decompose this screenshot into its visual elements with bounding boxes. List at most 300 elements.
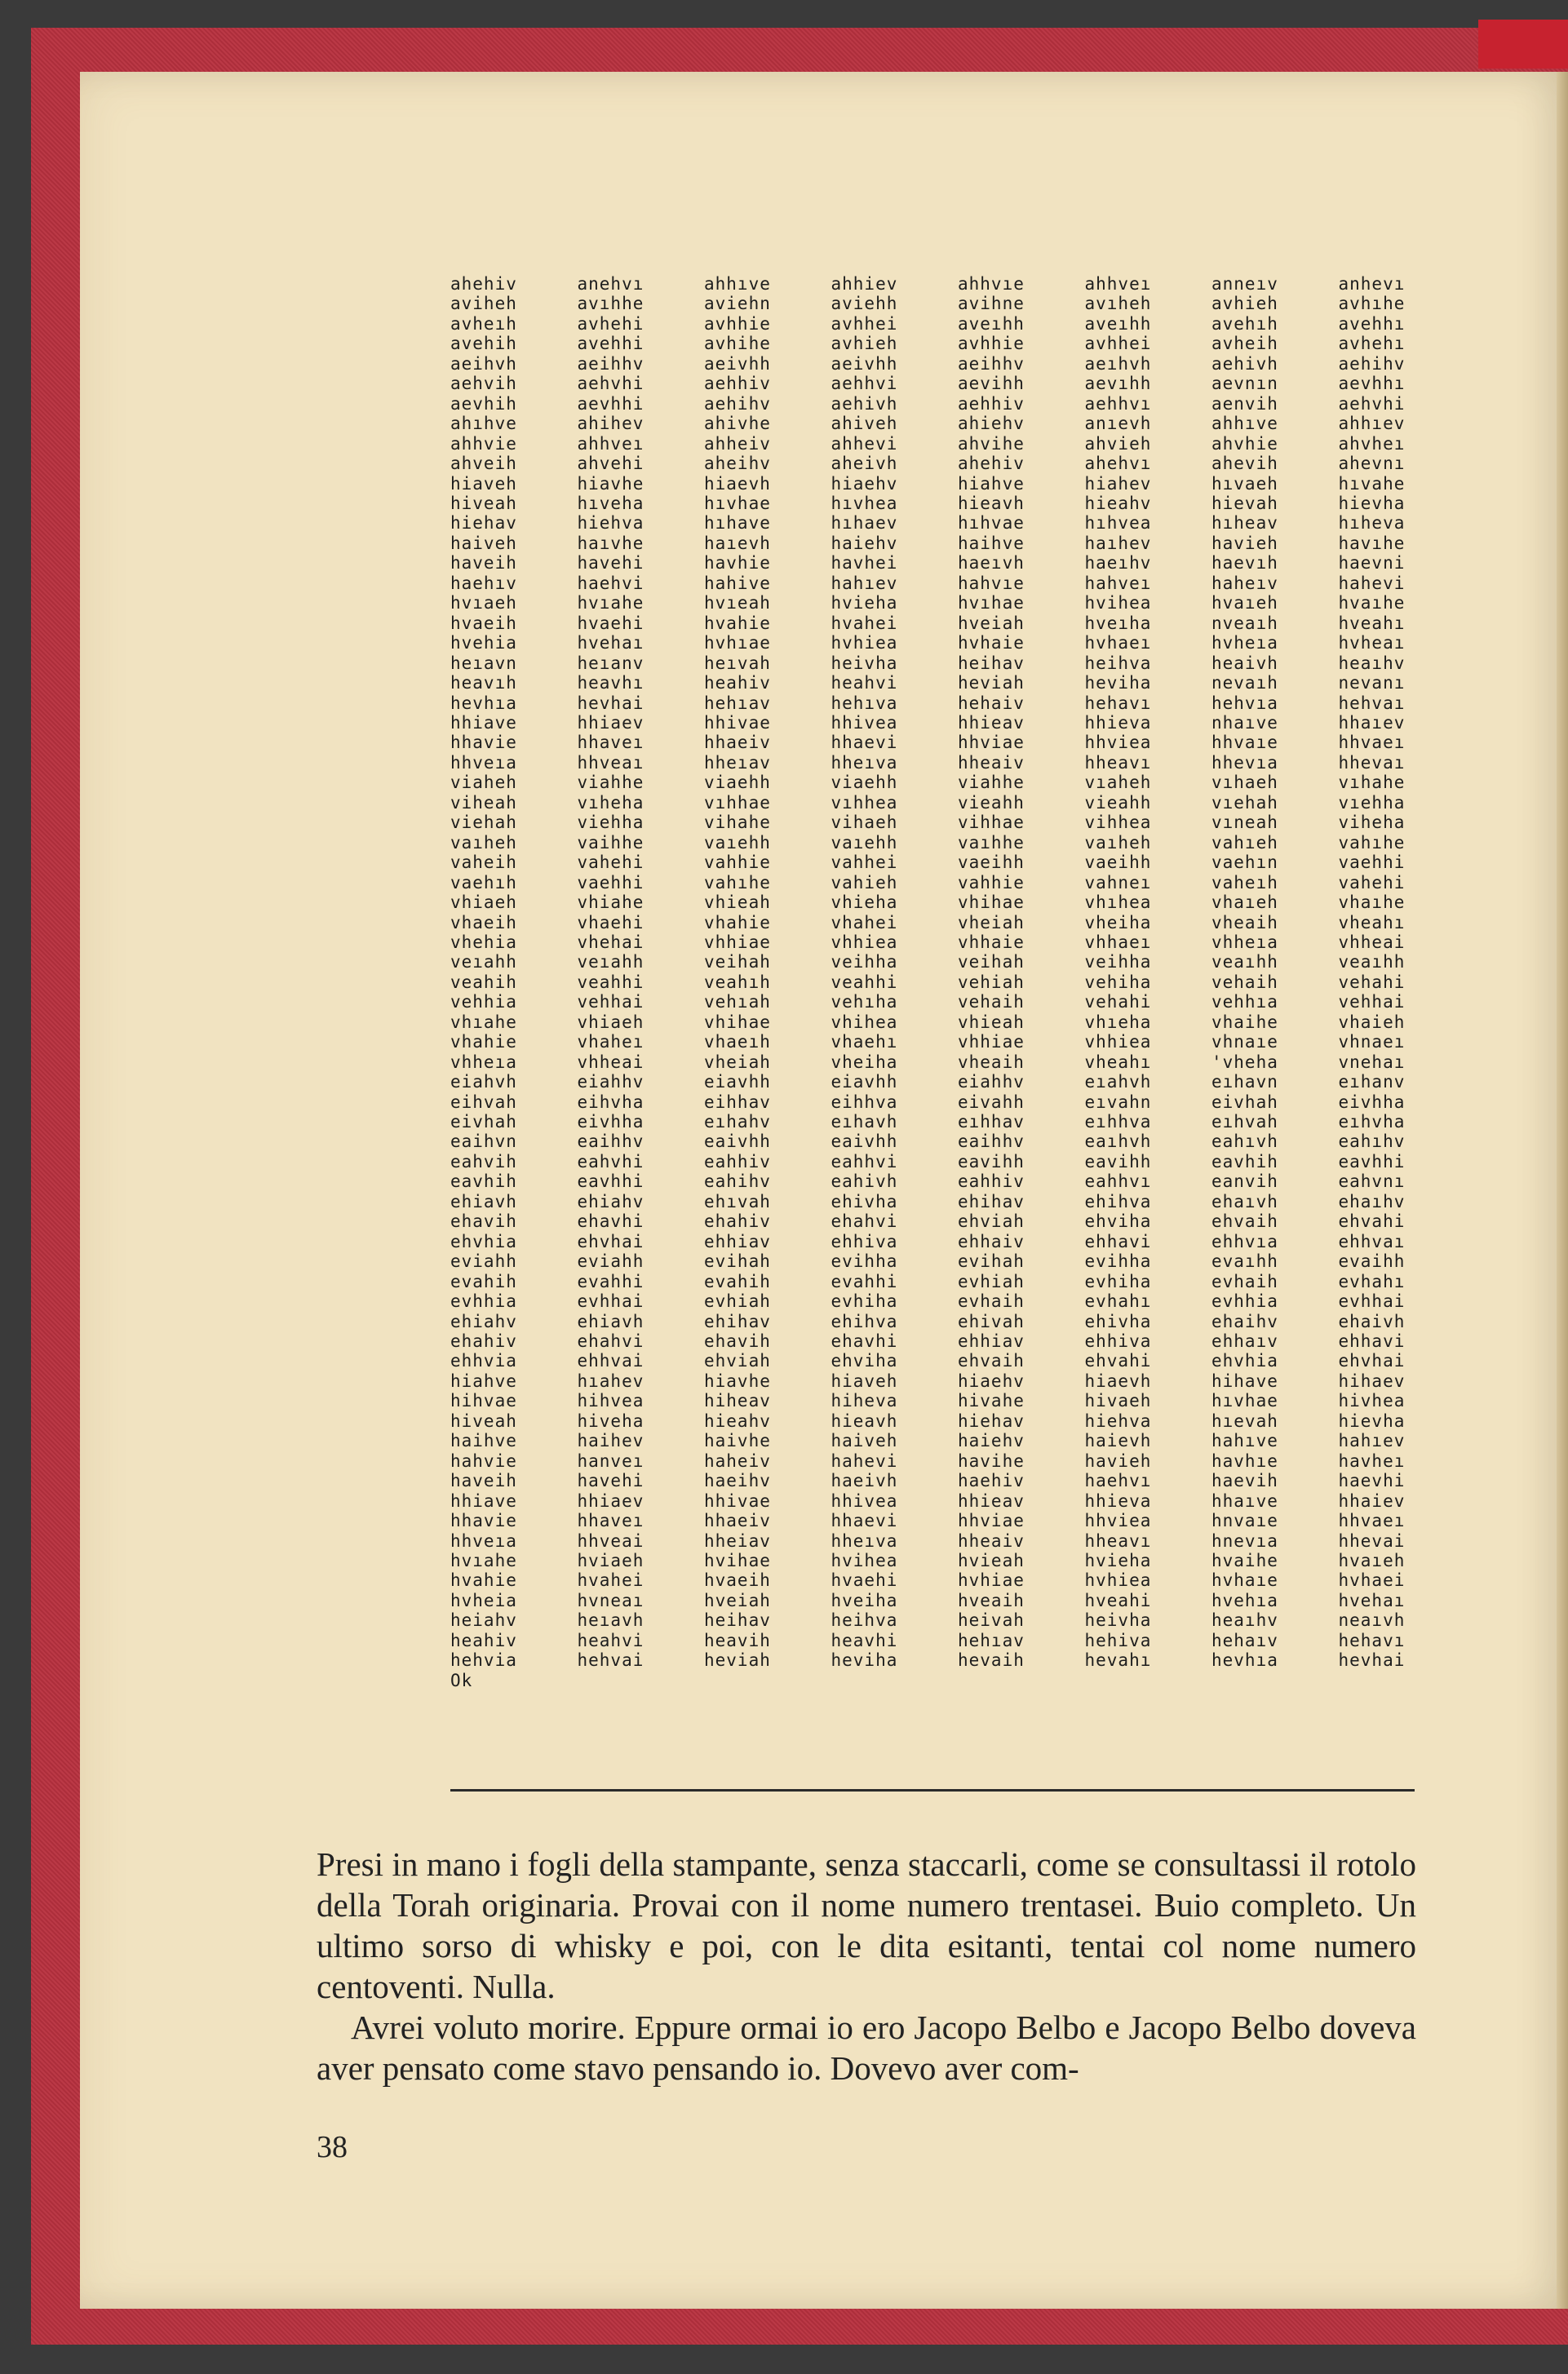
permutation-word: aevhih [450,393,517,414]
permutation-word: viehha [577,813,644,833]
permutation-word: hehavı [1084,693,1152,713]
permutation-word: ehviah [958,1211,1025,1232]
permutation-word: ahvehi [577,454,644,474]
permutation-word: eavhih [1211,1151,1278,1171]
permutation-word: ehiahv [450,1311,517,1331]
permutation-word: hhivea [831,1490,898,1511]
permutation-word: vhahie [704,912,771,932]
permutation-word: hvaıhe [1338,593,1406,613]
permutation-word: vhihae [704,1012,771,1032]
permutation-word: haevıh [1211,553,1278,574]
permutation-word: eivhah [1211,1092,1278,1112]
permutation-word: aeihvh [450,353,517,374]
permutation-word: aehvhi [577,374,644,394]
permutation-word: hivahe [958,1391,1025,1411]
permutation-word: hhevai [1338,1530,1406,1551]
permutation-word: vhheıa [1211,932,1278,952]
permutation-word: aenvih [1211,393,1278,414]
permutation-word: vahehi [577,853,644,873]
permutation-word: hhveai [577,1530,644,1551]
permutation-word: heviha [1084,673,1152,693]
permutation-word: eıhvha [1338,1112,1406,1132]
permutation-word: hvhaie [958,633,1025,653]
permutation-word: hhviae [958,1511,1025,1531]
permutation-word: vhiaeh [450,892,517,913]
permutation-word: vaehhi [1338,853,1406,873]
permutation-word: heıavn [450,653,517,673]
permutation-word: heavhı [577,673,644,693]
permutation-word: hheıav [704,752,771,773]
permutation-word: hehavı [1338,1630,1406,1650]
permutation-word: aevıhh [1084,374,1152,394]
permutation-word: eaivhh [831,1132,898,1152]
permutation-word: hieahv [704,1411,771,1431]
permutation-word: hiheav [704,1391,771,1411]
permutation-word: vhheai [577,1052,644,1072]
permutation-word: vhahie [450,1032,517,1052]
permutation-word: vehhia [450,992,517,1012]
permutation-word: havheı [1338,1451,1406,1471]
permutation-word: vhaehi [577,912,644,932]
permutation-word: hehvıa [1211,693,1278,713]
permutation-word: hanveı [577,1451,644,1471]
permutation-word: hiaevh [704,473,771,494]
permutation-word: hvahei [831,613,898,633]
permutation-word: hvieha [831,593,898,613]
permutation-word: vihahe [704,813,771,833]
permutation-word: hhavie [450,1511,517,1531]
permutation-word: evaihh [1338,1251,1406,1272]
permutation-word: eavihh [958,1151,1025,1171]
permutation-word: hhaevi [831,733,898,753]
permutation-word: hahvıe [958,573,1025,593]
permutation-word: ehaıhv [1338,1191,1406,1211]
permutation-word: vhıhea [1084,892,1152,913]
permutation-word: eiavhh [704,1072,771,1092]
permutation-word: haihve [450,1431,517,1451]
permutation-word: avheih [1211,334,1278,354]
permutation-word: eıvahn [1084,1092,1152,1112]
permutation-word: ehhvia [450,1351,517,1371]
permutation-word: eihhav [704,1092,771,1112]
permutation-word: aehhiv [704,374,771,394]
permutation-word: hvıhae [958,593,1025,613]
permutation-word: hıvhae [1211,1391,1278,1411]
permutation-word: aeıhvh [1084,353,1152,374]
permutation-word: eviahh [577,1251,644,1272]
permutation-word: heviha [831,1650,898,1671]
permutation-word: vihhea [1084,813,1152,833]
permutation-word: vaeihh [958,853,1025,873]
permutation-word: hhveıa [450,1530,517,1551]
permutation-word: vehıha [831,992,898,1012]
permutation-word: ehvhia [1211,1351,1278,1371]
permutation-word: aveıhh [958,313,1025,334]
permutation-word: hvhıae [704,633,771,653]
permutation-word: hveahi [1084,1590,1152,1610]
permutation-word: heıvah [704,653,771,673]
permutation-word: ehivha [1084,1311,1152,1331]
permutation-word: hhaeiv [704,733,771,753]
permutation-word: eıhavh [831,1112,898,1132]
permutation-word: hiaveh [450,473,517,494]
permutation-word: hhveıa [450,752,517,773]
permutation-word: heavhi [831,1630,898,1650]
permutation-word: hıheav [1211,513,1278,534]
permutation-word: hiaehv [958,1371,1025,1391]
permutation-word: hehıav [958,1630,1025,1650]
permutation-word: ehiahv [577,1191,644,1211]
permutation-word: haiehv [831,533,898,553]
permutation-word: havhei [831,553,898,574]
permutation-word: hevhai [577,693,644,713]
permutation-word: vhhiea [831,932,898,952]
permutation-word: hvheıa [1211,633,1278,653]
permutation-word: haehvi [577,573,644,593]
permutation-word: vhahei [831,912,898,932]
permutation-word: 'vheha [1211,1052,1278,1072]
permutation-word: ehaivh [1338,1311,1406,1331]
permutation-word: ehviha [1084,1211,1152,1232]
cover-corner [1478,20,1568,69]
permutation-word: hvehaı [577,633,644,653]
permutation-word: avhhie [958,334,1025,354]
permutation-word: haheiv [704,1451,771,1471]
permutation-word: hiavhe [577,473,644,494]
permutation-word: heahvi [831,673,898,693]
permutation-word: hehvai [577,1650,644,1671]
permutation-word: hıhaev [831,513,898,534]
permutation-word: vhaihe [1211,1012,1278,1032]
permutation-word: heaivh [1211,653,1278,673]
permutation-word: hvaıeh [1338,1551,1406,1570]
permutation-word: eahivh [831,1171,898,1192]
permutation-word: eahhvi [831,1151,898,1171]
permutation-word: vaıehh [704,832,771,853]
permutation-word: hvhiea [831,633,898,653]
permutation-word: haehiv [958,1471,1025,1491]
permutation-word: evhaih [1211,1271,1278,1291]
permutation-word: vaihhe [577,832,644,853]
permutation-word: vahıhe [1338,832,1406,853]
permutation-word: vahneı [1084,872,1152,892]
permutation-word: hhviea [1084,1511,1152,1531]
permutation-word: ahiehv [958,414,1025,434]
permutation-word: heviah [958,673,1025,693]
permutation-word: hevahı [1084,1650,1152,1671]
permutation-word: anıevh [1084,414,1152,434]
permutation-word: hhviae [958,733,1025,753]
permutation-word: evhhia [1211,1291,1278,1312]
permutation-word: hihvae [450,1391,517,1411]
permutation-word: ehvaih [1211,1211,1278,1232]
permutation-word: evhiah [704,1291,771,1312]
permutation-word: hahive [704,573,771,593]
permutation-word: aehvih [450,374,517,394]
permutation-word: ahvheı [1338,433,1406,454]
permutation-word: haehvı [1084,1471,1152,1491]
permutation-word: vhhaeı [1084,932,1152,952]
permutation-word: eıahvh [1084,1072,1152,1092]
permutation-word: viaheh [450,773,517,793]
permutation-word: ahveih [450,454,517,474]
permutation-word: hvahie [704,613,771,633]
permutation-word: vahieh [831,872,898,892]
permutation-word: aheivh [831,454,898,474]
permutation-word: vıhhae [704,792,771,813]
permutation-word: hheaiv [958,1530,1025,1551]
permutation-word: aevnın [1211,374,1278,394]
permutation-word: hıahev [577,1371,644,1391]
permutation-word: haivhe [704,1431,771,1451]
permutation-word: veaıhh [1338,952,1406,972]
permutation-word: vıaheh [1084,773,1152,793]
permutation-word: hvaeih [450,613,517,633]
permutation-word: vhaıhe [1338,892,1406,913]
permutation-word: haehıv [450,573,517,593]
permutation-word: heivah [958,1610,1025,1631]
permutation-word: eahvnı [1338,1171,1406,1192]
permutation-word: vhıeha [1084,1012,1152,1032]
permutation-word: vıhhea [831,792,898,813]
permutation-word: hahıev [1338,1431,1406,1451]
permutation-word: hehvia [450,1650,517,1671]
permutation-word: ahvieh [1084,433,1152,454]
permutation-word: aehivh [831,393,898,414]
permutation-word: avhieh [831,334,898,354]
permutation-word: vihhae [958,813,1025,833]
permutation-word: hnvaıe [1211,1511,1278,1531]
horizontal-rule [450,1789,1415,1792]
permutation-word: eavihh [1084,1151,1152,1171]
permutation-word: avihne [958,294,1025,314]
permutation-word: aviehn [704,294,771,314]
permutation-word: hahıev [831,573,898,593]
permutation-word: veahıh [704,972,771,992]
permutation-word: vaehıh [450,872,517,892]
permutation-word: ahehiv [958,454,1025,474]
permutation-word: ehhiav [704,1231,771,1251]
permutation-word: vıheha [577,792,644,813]
permutation-word: evahhi [577,1271,644,1291]
permutation-word: hievha [1338,493,1406,513]
permutation-word: ehahvi [831,1211,898,1232]
permutation-word: ehıvah [704,1191,771,1211]
permutation-word: heahiv [704,673,771,693]
permutation-word: vıhahe [1338,773,1406,793]
permutation-word: hıvhae [704,493,771,513]
permutation-word: viheha [1338,813,1406,833]
permutation-word: aviehh [831,294,898,314]
permutation-word: eihvah [450,1092,517,1112]
permutation-word: hvhaeı [1084,633,1152,653]
permutation-word: hıveha [577,493,644,513]
permutation-word: veıahh [577,952,644,972]
permutation-word: vnehaı [1338,1052,1406,1072]
permutation-word: heihav [958,653,1025,673]
permutation-word: haeihv [704,1471,771,1491]
permutation-word: hhaıev [1338,712,1406,733]
permutation-word: hıvhea [831,493,898,513]
permutation-word: hvihae [704,1551,771,1570]
permutation-word: vehahi [1338,972,1406,992]
permutation-word: evihah [704,1251,771,1272]
permutation-word: ahevih [1211,454,1278,474]
permutation-word: hhvaeı [1338,1511,1406,1531]
permutation-word: ehhiav [958,1331,1025,1352]
permutation-word: vhehai [577,932,644,952]
permutation-word: hvahie [450,1570,517,1591]
body-text [317,1844,1416,2088]
permutation-word: hehvaı [1338,693,1406,713]
permutation-word: hvieah [958,1551,1025,1570]
permutation-word: hiavhe [704,1371,771,1391]
permutation-word: vhehia [450,932,517,952]
permutation-word: vhheai [1338,932,1406,952]
page-edge [1557,72,1568,2309]
permutation-word: hiehav [958,1411,1025,1431]
permutation-word: eavhhi [577,1171,644,1192]
permutation-word: aeivhh [704,353,771,374]
permutation-word: avhieh [1211,294,1278,314]
permutation-word: hehiva [1084,1630,1152,1650]
permutation-word: heahvi [577,1630,644,1650]
permutation-word: heihav [704,1610,771,1631]
permutation-word: vhhiea [1084,1032,1152,1052]
permutation-word: ehvhia [450,1231,517,1251]
permutation-word: hhieva [1084,712,1152,733]
permutation-word: heivha [1084,1610,1152,1631]
permutation-word: vhhaie [958,932,1025,952]
permutation-word: hhiave [450,1490,517,1511]
permutation-word: eiahvh [450,1072,517,1092]
permutation-word: avheıh [450,313,517,334]
permutation-word: ahvihe [958,433,1025,454]
permutation-word: ahevnı [1338,454,1406,474]
permutation-word: vahhei [831,853,898,873]
permutation-word: vhaieh [1338,1012,1406,1032]
permutation-word: aeihhv [958,353,1025,374]
permutation-word: aviheh [450,294,517,314]
permutation-word: hiahev [1084,473,1152,494]
permutation-word: haheıv [1211,573,1278,593]
permutation-word: hvheaı [1338,633,1406,653]
permutation-word: vaehhi [577,872,644,892]
permutation-word: havihe [958,1451,1025,1471]
permutation-word: vehiha [1084,972,1152,992]
permutation-word: haevhi [1338,1471,1406,1491]
permutation-word: heviah [704,1650,771,1671]
permutation-word: avhihe [704,334,771,354]
permutation-word: aveıhh [1084,313,1152,334]
permutation-word: hhieav [958,712,1025,733]
permutation-word: aehihv [704,393,771,414]
permutation-word: vhiaeh [577,1012,644,1032]
permutation-word: vahehi [1338,872,1406,892]
permutation-word: vheiha [831,1052,898,1072]
permutation-word: vheiha [1084,912,1152,932]
permutation-word: aehivh [1211,353,1278,374]
permutation-word: avhehı [1338,334,1406,354]
permutation-word: ahehvı [1084,454,1152,474]
permutation-word: veihha [831,952,898,972]
permutation-word: aevhhı [1338,374,1406,394]
permutation-word: hhevıa [1211,752,1278,773]
permutation-word: anehvı [577,274,644,294]
permutation-word: ehhvai [577,1351,644,1371]
permutation-word: haiveh [831,1431,898,1451]
permutation-word: hiveha [577,1411,644,1431]
permutation-word: hhivae [704,712,771,733]
permutation-word: neaıvh [1338,1610,1406,1631]
permutation-word: vheahı [1338,912,1406,932]
printer-output [450,274,1421,1690]
permutation-word: hhaıve [1211,1490,1278,1511]
permutation-word: eahıvh [1211,1132,1278,1152]
permutation-word: haıhev [1084,533,1152,553]
permutation-word: hevaih [958,1650,1025,1671]
permutation-word: hhivea [831,712,898,733]
permutation-word: ehhavi [1084,1231,1152,1251]
permutation-word: hhiave [450,712,517,733]
permutation-word: eaihvn [450,1132,517,1152]
ok-prompt: Ok [450,1670,473,1690]
permutation-word: hhevaı [1338,752,1406,773]
permutation-word: ehhvıa [1211,1231,1278,1251]
permutation-word: hieavh [831,1411,898,1431]
permutation-word: ahhveı [577,433,644,454]
permutation-word: aehhvı [1084,393,1152,414]
permutation-word: ehavih [704,1331,771,1352]
permutation-word: ehhiva [831,1231,898,1251]
permutation-word: evhahı [1338,1271,1406,1291]
permutation-word: hhaevi [831,1511,898,1531]
permutation-word: heiahv [450,1610,517,1631]
permutation-word: ahheiv [704,433,771,454]
permutation-word: eaihhv [958,1132,1025,1152]
permutation-word: hnevıa [1211,1530,1278,1551]
permutation-word: haihve [958,533,1025,553]
permutation-word: vaehın [1211,853,1278,873]
permutation-word: hheaiv [958,752,1025,773]
permutation-word: ehihva [1084,1191,1152,1211]
permutation-word: hhaveı [577,733,644,753]
permutation-word: ehahvi [577,1331,644,1352]
permutation-word: ahıhve [450,414,517,434]
permutation-word: hihaev [1338,1371,1406,1391]
permutation-word: vhheıa [450,1052,517,1072]
permutation-word: eihhva [831,1092,898,1112]
permutation-word: viahhe [958,773,1025,793]
permutation-word: hvhaei [1338,1570,1406,1591]
permutation-word: hiehav [450,513,517,534]
permutation-word: vahıeh [1211,832,1278,853]
permutation-word: haıevh [704,533,771,553]
permutation-word: ahiveh [831,414,898,434]
permutation-word: avhehi [577,313,644,334]
permutation-word: vhaeıh [704,1032,771,1052]
permutation-word: vhhiae [704,932,771,952]
permutation-word: aehhiv [958,393,1025,414]
permutation-word: viaehh [704,773,771,793]
permutation-word: aheihv [704,454,771,474]
permutation-word: hiaevh [1084,1371,1152,1391]
permutation-word: hvaehi [577,613,644,633]
permutation-word: vaıheh [450,832,517,853]
paragraph: Presi in mano i fogli della stampante, senza staccarli, come se consultassi il rotolo della Torah originaria. Provai con il nome numero trentasei. Buio completo. Un ultimo sorso di whisky e poi, con le dita esitanti, tentai col nome numero centoventi. Nulla. [317,1845,1416,2005]
permutation-word: hviaeh [577,1551,644,1570]
permutation-word: vhnaeı [1338,1032,1406,1052]
